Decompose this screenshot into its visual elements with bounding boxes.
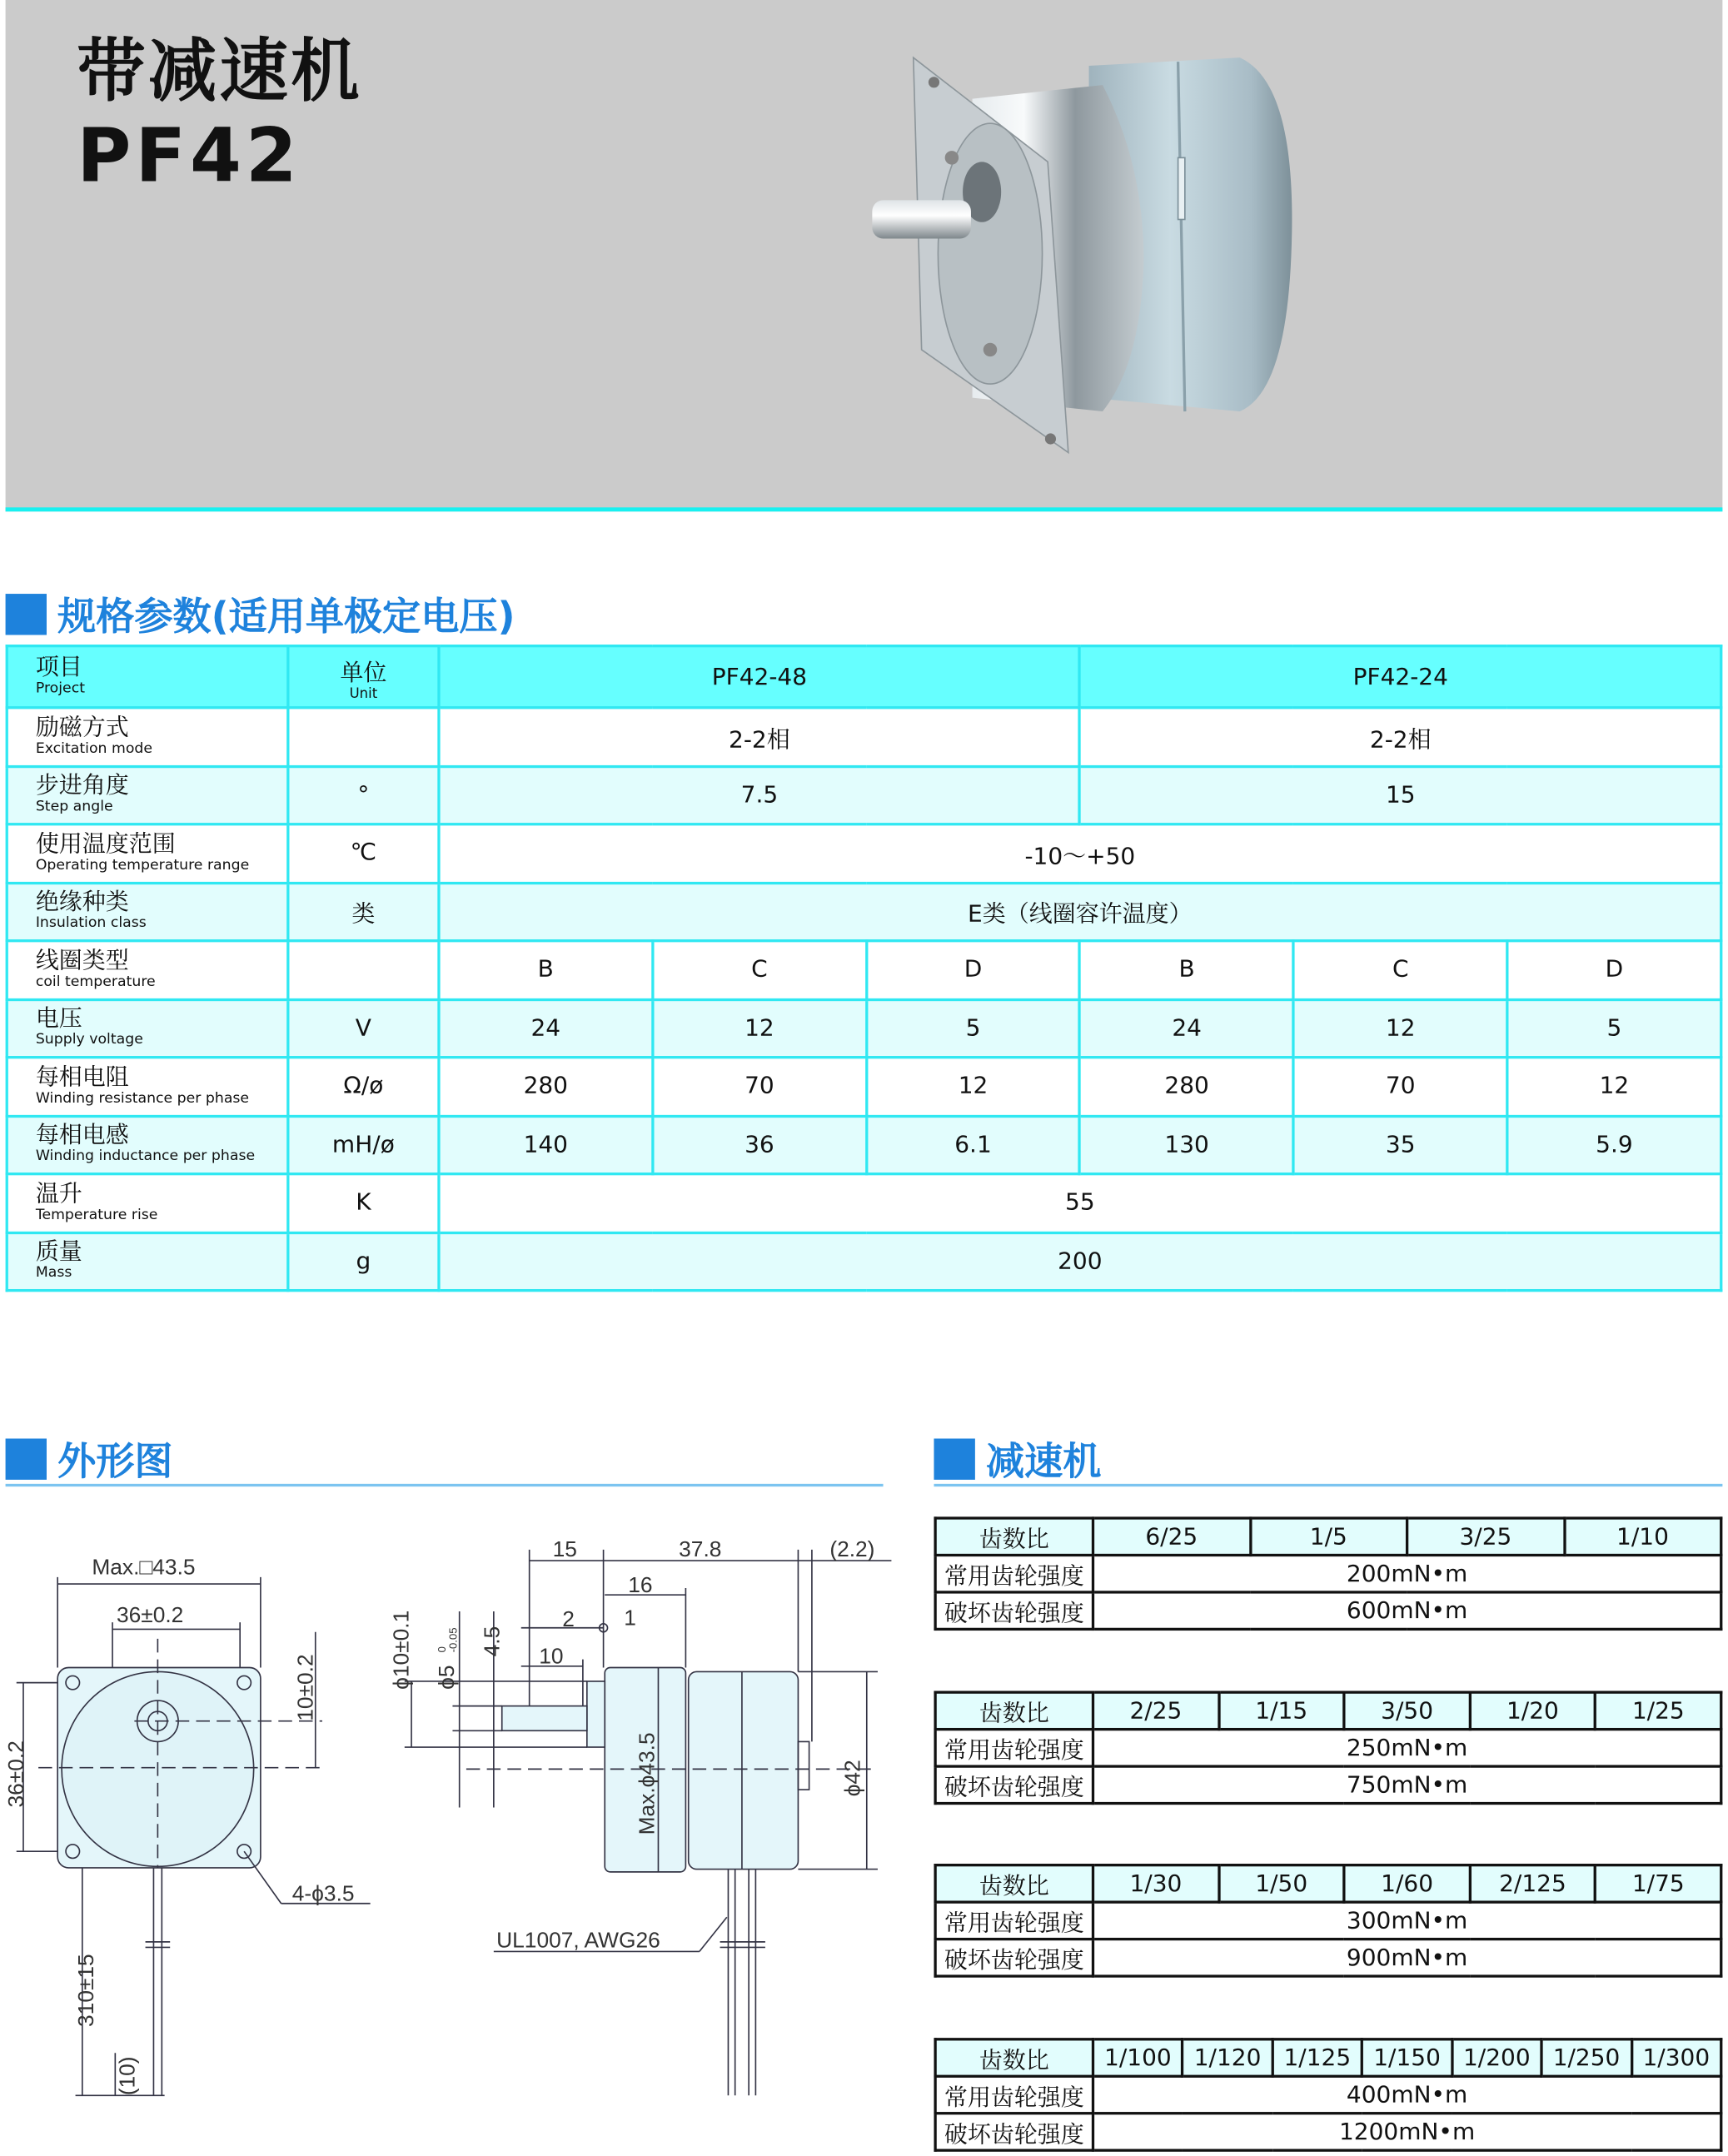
spec-item-cn: 绝缘种类 <box>35 889 129 917</box>
gear-ratio-value: 1/25 <box>1596 1692 1721 1729</box>
dim-2: 2 <box>562 1606 575 1632</box>
gear-ratio-value: 1/125 <box>1272 2039 1362 2076</box>
dim-holes: 4-ϕ3.5 <box>291 1880 355 1906</box>
gear-ratio-value: 1/30 <box>1093 1865 1218 1902</box>
spec-row <box>7 999 1721 1058</box>
gear-ratio-value: 1/10 <box>1564 1518 1721 1555</box>
spec-row <box>7 1116 1721 1174</box>
gear-ratio-label: 齿数比 <box>935 2039 1093 2076</box>
header-unit <box>288 646 439 708</box>
gear-normal-label: 常用齿轮强度 <box>935 1555 1093 1591</box>
dim-max-square: Max.□43.5 <box>92 1554 196 1580</box>
spec-item <box>7 941 288 999</box>
dim-shaft-tol-upper: 0 <box>436 1646 449 1653</box>
gear-normal-value: 400mN•m <box>1093 2076 1721 2113</box>
dim-shaft-tol-lower: -0.05 <box>446 1627 460 1653</box>
spec-row <box>7 883 1721 941</box>
spec-unit <box>288 941 439 999</box>
model-title: PF42 <box>77 112 301 199</box>
gear-ratio-value: 2/125 <box>1470 1865 1596 1902</box>
spec-value: 5.9 <box>1507 1116 1721 1174</box>
spec-unit: g <box>288 1232 439 1291</box>
gear-ratio-value: 3/25 <box>1407 1518 1565 1555</box>
spec-value: 12 <box>653 999 867 1058</box>
spec-item-cn: 温升 <box>35 1180 82 1208</box>
gear-ratio-value: 1/50 <box>1218 1865 1344 1902</box>
gear-normal-value: 300mN•m <box>1093 1902 1721 1939</box>
spec-value: 12 <box>1507 1058 1721 1116</box>
gear-ratio-row <box>935 1865 1721 1902</box>
section-title: 减速机 <box>986 1438 1102 1484</box>
gear-break-label: 破坏齿轮强度 <box>935 2114 1093 2150</box>
spec-value: 130 <box>1080 1116 1294 1174</box>
spec-value: 15 <box>1080 766 1721 824</box>
gear-ratio-value: 3/50 <box>1344 1692 1470 1729</box>
gear-break-value: 600mN•m <box>1093 1592 1721 1629</box>
spec-item <box>7 1116 288 1174</box>
spec-value: C <box>1293 941 1507 999</box>
section-title: 规格参数(适用单极定电压) <box>57 594 515 640</box>
spec-value: 280 <box>1080 1058 1294 1116</box>
section-marker-icon <box>934 1438 974 1479</box>
gear-ratio-value: 1/300 <box>1631 2039 1721 2076</box>
gear-normal-row <box>935 2076 1721 2113</box>
spec-item <box>7 999 288 1058</box>
section-marker-icon <box>6 1438 47 1479</box>
spec-value: B <box>439 941 653 999</box>
spec-unit: Ω/ø <box>288 1058 439 1116</box>
dim-2-2: (2.2) <box>829 1536 875 1562</box>
gear-normal-value: 200mN•m <box>1093 1555 1721 1591</box>
spec-unit: K <box>288 1174 439 1232</box>
spec-value: 140 <box>439 1116 653 1174</box>
spec-value: 7.5 <box>439 766 1080 824</box>
gear-ratio-value: 1/100 <box>1093 2039 1183 2076</box>
gear-ratio-value: 1/120 <box>1183 2039 1272 2076</box>
header-item-cn: 项目 <box>35 654 82 682</box>
gear-break-row <box>935 1939 1721 1976</box>
spec-item-cn: 步进角度 <box>35 772 129 800</box>
spec-item-en: Winding resistance per phase <box>35 1089 250 1107</box>
spec-value: D <box>866 941 1080 999</box>
gear-ratio-row <box>935 1518 1721 1555</box>
header-banner <box>6 0 1723 511</box>
gear-break-label: 破坏齿轮强度 <box>935 1766 1093 1803</box>
spec-row <box>7 941 1721 999</box>
spec-value: 35 <box>1293 1116 1507 1174</box>
spec-value: D <box>1507 941 1721 999</box>
spec-item-en: Step angle <box>35 798 113 815</box>
gear-normal-row <box>935 1555 1721 1591</box>
spec-section-heading <box>6 587 515 642</box>
spec-item <box>7 883 288 941</box>
spec-row <box>7 766 1721 824</box>
spec-item-cn: 使用温度范围 <box>35 830 176 859</box>
gear-normal-row <box>935 1730 1721 1766</box>
spec-value: 200 <box>439 1232 1721 1291</box>
gear-normal-label: 常用齿轮强度 <box>935 1730 1093 1766</box>
spec-item <box>7 766 288 824</box>
gear-ratio-label: 齿数比 <box>935 1865 1093 1902</box>
dim-16: 16 <box>628 1571 653 1597</box>
spec-item-en: coil temperature <box>35 973 156 990</box>
spec-item-en: Excitation mode <box>35 739 153 757</box>
gear-break-value: 750mN•m <box>1093 1766 1721 1803</box>
spec-item-en: Temperature rise <box>35 1206 158 1223</box>
spec-value: 2-2相 <box>439 708 1080 766</box>
spec-value: C <box>653 941 867 999</box>
spec-value: 70 <box>1293 1058 1507 1116</box>
dim-37-8: 37.8 <box>679 1536 722 1562</box>
header-model: PF42-48 <box>439 646 1080 708</box>
gear-ratio-table <box>934 1691 1722 1805</box>
spec-unit: mH/ø <box>288 1116 439 1174</box>
gear-ratio-label: 齿数比 <box>935 1692 1093 1729</box>
gear-break-value: 1200mN•m <box>1093 2114 1721 2150</box>
gear-ratio-value: 1/60 <box>1344 1865 1470 1902</box>
section-marker-icon <box>6 594 47 635</box>
spec-row <box>7 1174 1721 1232</box>
gear-ratio-value: 1/5 <box>1250 1518 1407 1555</box>
dim-flat: 4.5 <box>479 1626 505 1657</box>
spec-unit: 类 <box>288 883 439 941</box>
spec-value: 12 <box>1293 999 1507 1058</box>
spec-item <box>7 708 288 766</box>
gear-ratio-row <box>935 1692 1721 1729</box>
spec-item-en: Mass <box>35 1264 72 1282</box>
gear-normal-label: 常用齿轮强度 <box>935 2076 1093 2113</box>
spec-row <box>7 1232 1721 1291</box>
spec-item <box>7 1232 288 1291</box>
spec-value: -10～+50 <box>439 824 1721 883</box>
spec-item-cn: 每相电阻 <box>35 1063 129 1092</box>
spec-item-cn: 质量 <box>35 1238 82 1267</box>
spec-value: E类（线圈容许温度） <box>439 883 1721 941</box>
spec-value: 12 <box>866 1058 1080 1116</box>
spec-item-en: Insulation class <box>35 914 147 932</box>
spec-item <box>7 1058 288 1116</box>
gear-ratio-value: 1/200 <box>1452 2039 1541 2076</box>
gear-ratio-value: 2/25 <box>1093 1692 1218 1729</box>
dim-shaft-offset: 10±0.2 <box>292 1654 318 1721</box>
gear-ratio-table <box>934 2038 1722 2152</box>
header-unit-cn: 单位 <box>340 659 387 687</box>
spec-row <box>7 824 1721 883</box>
header-unit-en: Unit <box>349 686 378 702</box>
gear-normal-value: 250mN•m <box>1093 1730 1721 1766</box>
spec-item-cn: 励磁方式 <box>35 714 129 742</box>
gear-break-label: 破坏齿轮强度 <box>935 1592 1093 1629</box>
section-title: 外形图 <box>57 1438 173 1484</box>
spec-value: 24 <box>1080 999 1294 1058</box>
spec-value: 280 <box>439 1058 653 1116</box>
gear-ratio-label: 齿数比 <box>935 1518 1093 1555</box>
gear-break-label: 破坏齿轮强度 <box>935 1939 1093 1976</box>
gear-ratio-row <box>935 2039 1721 2076</box>
gear-normal-row <box>935 1902 1721 1939</box>
dim-max-dia: Max.ϕ43.5 <box>634 1732 660 1835</box>
spec-value: 55 <box>439 1174 1721 1232</box>
gear-normal-label: 常用齿轮强度 <box>935 1902 1093 1939</box>
dim-lead-length: 310±15 <box>72 1954 98 2027</box>
spec-item-en: Supply voltage <box>35 1031 143 1048</box>
spec-item-en: Winding inductance per phase <box>35 1148 256 1165</box>
spec-unit: ° <box>288 766 439 824</box>
gear-ratio-value: 1/15 <box>1218 1692 1344 1729</box>
gear-break-row <box>935 1766 1721 1803</box>
spec-item-cn: 线圈类型 <box>35 947 129 975</box>
motor-photo <box>829 27 1322 494</box>
header-item-en: Project <box>35 680 85 697</box>
spec-header-row <box>7 646 1721 708</box>
spec-value: 5 <box>866 999 1080 1058</box>
dim-10: 10 <box>539 1643 564 1669</box>
gear-ratio-value: 1/150 <box>1362 2039 1452 2076</box>
spec-item-cn: 每相电感 <box>35 1122 129 1150</box>
spec-row <box>7 1058 1721 1116</box>
dim-strip: (10) <box>114 2056 140 2096</box>
spec-value: 24 <box>439 999 653 1058</box>
spec-unit: ℃ <box>288 824 439 883</box>
dim-15: 15 <box>552 1536 577 1562</box>
spec-row <box>7 708 1721 766</box>
spec-value: 36 <box>653 1116 867 1174</box>
gear-ratio-table <box>934 1516 1722 1631</box>
spec-value: 2-2相 <box>1080 708 1721 766</box>
dim-body-dia: ϕ42 <box>839 1760 865 1797</box>
gear-ratio-value: 1/20 <box>1470 1692 1596 1729</box>
header-item <box>7 646 288 708</box>
dim-shaft-dia: ϕ5 <box>434 1665 460 1690</box>
dim-1: 1 <box>624 1605 636 1631</box>
gear-break-row <box>935 2114 1721 2150</box>
spec-unit <box>288 708 439 766</box>
spec-unit: V <box>288 999 439 1058</box>
spec-value: B <box>1080 941 1294 999</box>
gear-break-row <box>935 1592 1721 1629</box>
spec-table <box>6 645 1723 1292</box>
spec-value: 6.1 <box>866 1116 1080 1174</box>
spec-item-en: Operating temperature range <box>35 856 250 874</box>
spec-item <box>7 1174 288 1232</box>
section-divider <box>934 1484 1722 1486</box>
header-model: PF42-24 <box>1080 646 1721 708</box>
gear-ratio-value: 1/250 <box>1541 2039 1631 2076</box>
section-divider <box>6 1484 884 1486</box>
dim-hole-pitch-v: 36±0.2 <box>2 1740 28 1808</box>
reducer-section-heading <box>934 1432 1101 1486</box>
spec-value: 5 <box>1507 999 1721 1058</box>
gear-ratio-value: 1/75 <box>1596 1865 1721 1902</box>
page-title: 带减速机 <box>77 31 362 112</box>
dim-boss-dia: ϕ10±0.1 <box>388 1610 414 1690</box>
outline-section-heading <box>6 1432 173 1486</box>
wire-spec-label: UL1007, AWG26 <box>496 1927 660 1953</box>
gear-break-value: 900mN•m <box>1093 1939 1721 1976</box>
dim-hole-pitch-h: 36±0.2 <box>116 1602 184 1628</box>
outline-drawing <box>0 1508 933 2112</box>
spec-item-cn: 电压 <box>35 1005 82 1033</box>
gear-ratio-value: 6/25 <box>1093 1518 1250 1555</box>
spec-value: 70 <box>653 1058 867 1116</box>
gear-ratio-table <box>934 1864 1722 1978</box>
spec-item <box>7 824 288 883</box>
